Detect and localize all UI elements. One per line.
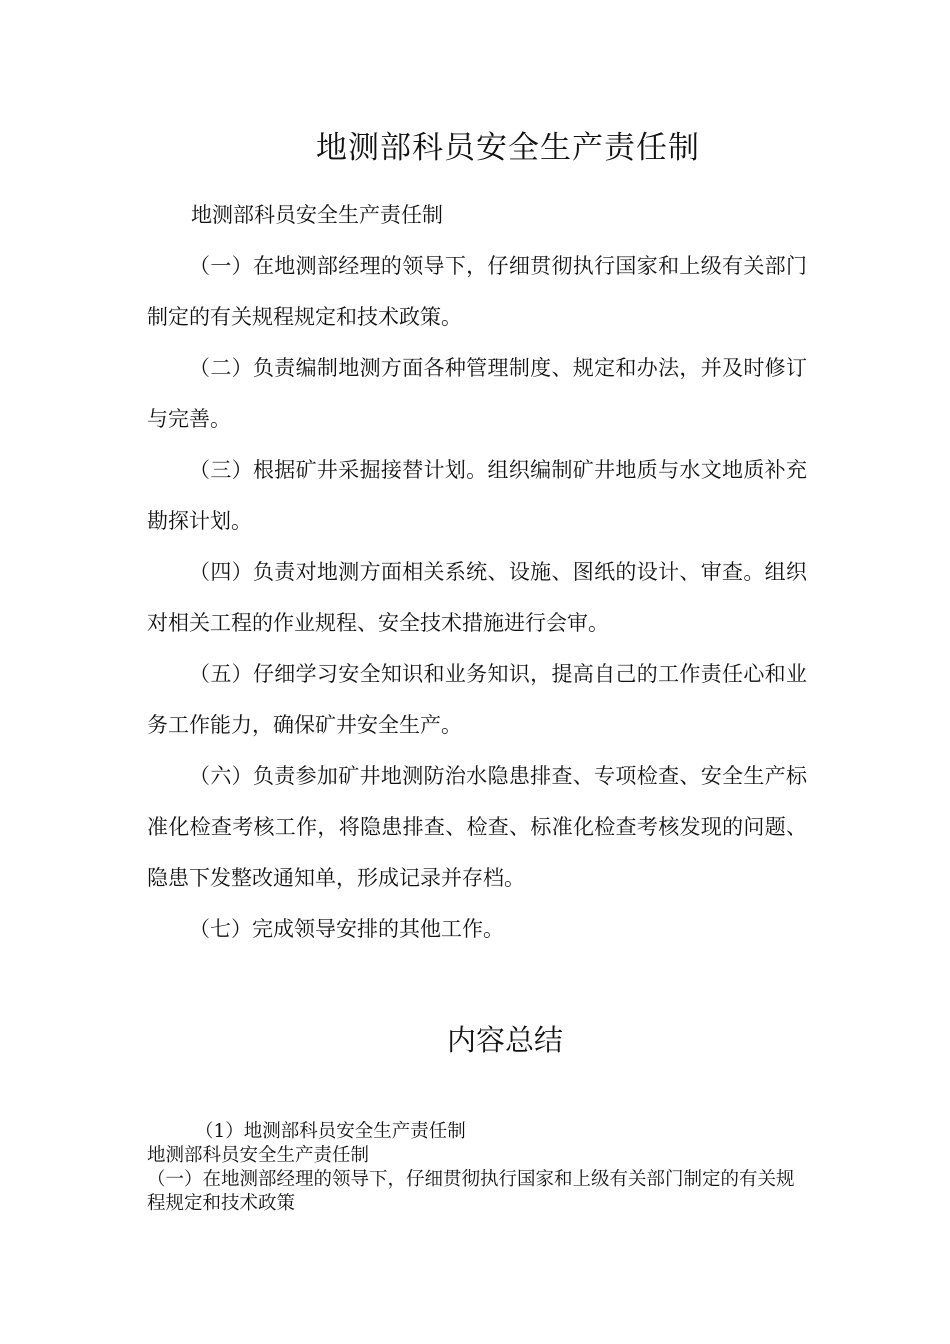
paragraph-5: （五）仔细学习安全知识和业务知识，提高自己的工作责任心和业务工作能力，确保矿井安全生产。 bbox=[147, 662, 807, 737]
document-body bbox=[147, 190, 807, 955]
summary-line-3: （一）在地测部经理的领导下，仔细贯彻执行国家和上级有关部门制定的有关规程规定和技术政策 bbox=[147, 1169, 795, 1214]
document-title: 地测部科员安全生产责任制 bbox=[316, 130, 700, 166]
paragraph-6: （六）负责参加矿井地测防治水隐患排查、专项检查、安全生产标准化检查考核工作，将隐患排查、检查、标准化检查考核发现的问题、隐患下发整改通知单，形成记录并存档。 bbox=[147, 764, 807, 890]
paragraph-7: （七）完成领导安排的其他工作。 bbox=[189, 917, 504, 941]
summary-line-1: （1）地测部科员安全生产责任制 bbox=[195, 1121, 466, 1142]
document-subtitle: 地测部科员安全生产责任制 bbox=[191, 203, 443, 227]
summary-title: 内容总结 bbox=[446, 1023, 563, 1057]
paragraph-3: （三）根据矿井采掘接替计划。组织编制矿井地质与水文地质补充勘探计划。 bbox=[147, 458, 807, 533]
paragraph-2: （二）负责编制地测方面各种管理制度、规定和办法，并及时修订与完善。 bbox=[147, 356, 807, 431]
paragraph-1: （一）在地测部经理的领导下，仔细贯彻执行国家和上级有关部门制定的有关规程规定和技术政策。 bbox=[147, 254, 807, 329]
summary-line-2: 地测部科员安全生产责任制 bbox=[147, 1145, 370, 1166]
paragraph-4: （四）负责对地测方面相关系统、设施、图纸的设计、审查。组织对相关工程的作业规程、安全技术措施进行会审。 bbox=[147, 560, 807, 635]
summary-body bbox=[147, 1120, 797, 1216]
